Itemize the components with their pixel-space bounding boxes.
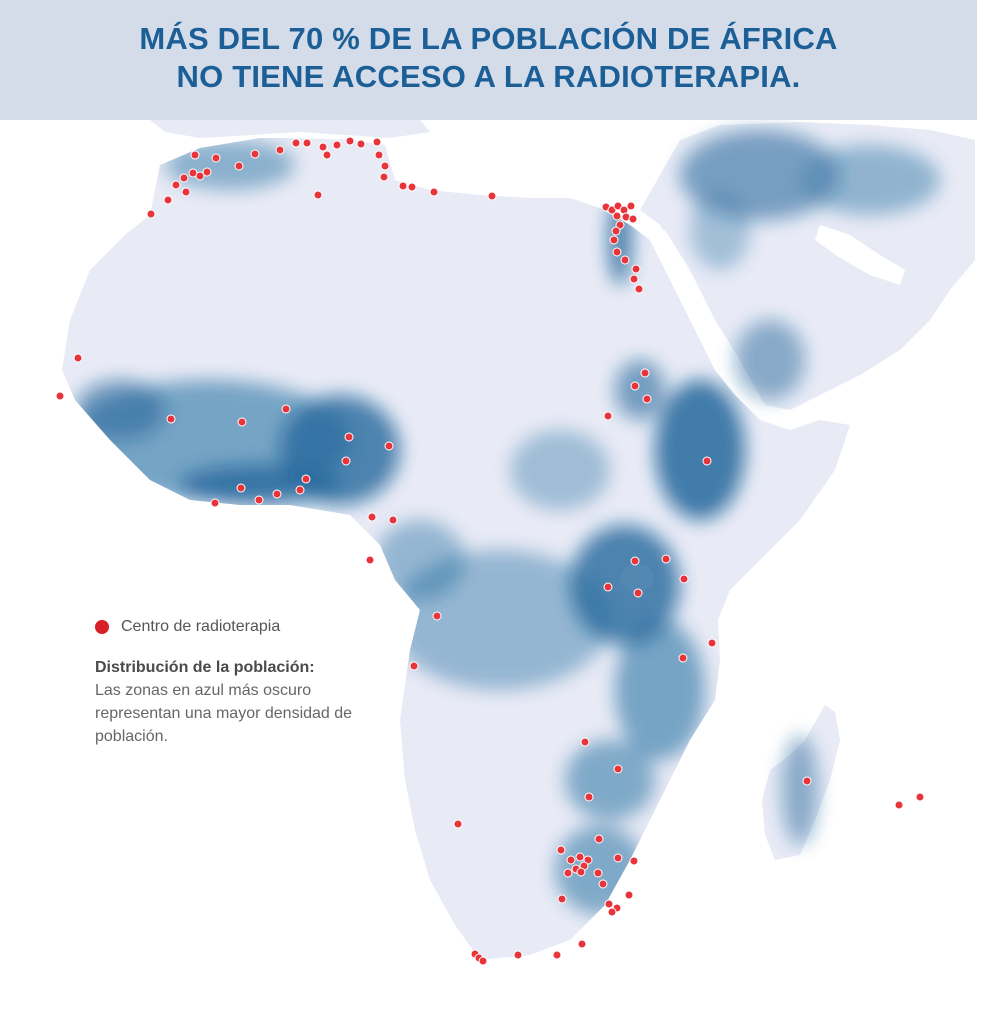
- radiotherapy-center-marker[interactable]: [599, 880, 607, 888]
- radiotherapy-center-marker[interactable]: [399, 182, 407, 190]
- radiotherapy-center-marker[interactable]: [708, 639, 716, 647]
- radiotherapy-center-marker[interactable]: [56, 392, 64, 400]
- radiotherapy-center-marker[interactable]: [916, 793, 924, 801]
- africa-population-map: [0, 120, 982, 1034]
- radiotherapy-center-marker[interactable]: [385, 442, 393, 450]
- radiotherapy-center-marker[interactable]: [375, 151, 383, 159]
- radiotherapy-center-marker[interactable]: [608, 908, 616, 916]
- page-title: [0, 0, 977, 96]
- radiotherapy-center-marker[interactable]: [319, 143, 327, 151]
- radiotherapy-center-marker[interactable]: [433, 612, 441, 620]
- radiotherapy-center-marker[interactable]: [380, 173, 388, 181]
- radiotherapy-center-marker[interactable]: [703, 457, 711, 465]
- radiotherapy-center-marker[interactable]: [610, 236, 618, 244]
- radiotherapy-center-marker[interactable]: [182, 188, 190, 196]
- radiotherapy-center-marker[interactable]: [576, 853, 584, 861]
- radiotherapy-center-marker[interactable]: [191, 151, 199, 159]
- europe-fragment-landmass: [150, 120, 430, 138]
- radiotherapy-center-marker[interactable]: [614, 854, 622, 862]
- radiotherapy-center-marker[interactable]: [180, 174, 188, 182]
- radiotherapy-center-marker[interactable]: [410, 662, 418, 670]
- legend-population-distribution: [95, 656, 375, 748]
- radiotherapy-center-marker[interactable]: [345, 433, 353, 441]
- radiotherapy-center-marker[interactable]: [895, 801, 903, 809]
- radiotherapy-center-marker[interactable]: [627, 202, 635, 210]
- radiotherapy-center-marker[interactable]: [613, 248, 621, 256]
- radiotherapy-center-marker[interactable]: [594, 869, 602, 877]
- radiotherapy-center-marker[interactable]: [514, 951, 522, 959]
- radiotherapy-center-marker[interactable]: [553, 951, 561, 959]
- radiotherapy-center-marker[interactable]: [296, 486, 304, 494]
- legend-marker-label: Centro de radioterapia: [121, 618, 281, 635]
- radiotherapy-center-marker[interactable]: [803, 777, 811, 785]
- radiotherapy-center-marker[interactable]: [630, 857, 638, 865]
- radiotherapy-center-marker[interactable]: [557, 846, 565, 854]
- radiotherapy-center-marker[interactable]: [430, 188, 438, 196]
- radiotherapy-center-marker[interactable]: [282, 405, 290, 413]
- radiotherapy-center-marker[interactable]: [273, 490, 281, 498]
- landmass-group: [62, 120, 975, 960]
- radiotherapy-center-marker[interactable]: [578, 940, 586, 948]
- radiotherapy-center-marker[interactable]: [211, 499, 219, 507]
- radiotherapy-center-marker[interactable]: [74, 354, 82, 362]
- radiotherapy-center-marker[interactable]: [302, 475, 310, 483]
- radiotherapy-center-marker[interactable]: [605, 900, 613, 908]
- radiotherapy-center-marker[interactable]: [635, 285, 643, 293]
- radiotherapy-center-marker[interactable]: [604, 412, 612, 420]
- radiotherapy-center-marker[interactable]: [238, 418, 246, 426]
- radiotherapy-center-marker[interactable]: [564, 869, 572, 877]
- radiotherapy-center-marker[interactable]: [680, 575, 688, 583]
- radiotherapy-center-marker[interactable]: [630, 275, 638, 283]
- legend-radiotherapy-center: [95, 618, 375, 636]
- radiotherapy-center-marker[interactable]: [679, 654, 687, 662]
- radiotherapy-center-marker[interactable]: [408, 183, 416, 191]
- title-line-1: MÁS DEL 70 % DE LA POBLACIÓN DE ÁFRICA: [139, 21, 838, 56]
- radiotherapy-center-marker[interactable]: [314, 191, 322, 199]
- radiotherapy-center-marker[interactable]: [381, 162, 389, 170]
- radiotherapy-center-marker[interactable]: [203, 168, 211, 176]
- radiotherapy-center-marker[interactable]: [585, 793, 593, 801]
- radiotherapy-center-marker[interactable]: [634, 589, 642, 597]
- radiotherapy-center-marker[interactable]: [357, 140, 365, 148]
- radiotherapy-center-marker[interactable]: [333, 141, 341, 149]
- radiotherapy-center-marker[interactable]: [454, 820, 462, 828]
- radiotherapy-center-marker[interactable]: [346, 137, 354, 145]
- radiotherapy-center-marker[interactable]: [614, 765, 622, 773]
- radiotherapy-center-marker[interactable]: [366, 556, 374, 564]
- radiotherapy-center-marker[interactable]: [389, 516, 397, 524]
- radiotherapy-center-marker[interactable]: [643, 395, 651, 403]
- radiotherapy-center-marker[interactable]: [373, 138, 381, 146]
- radiotherapy-center-marker[interactable]: [368, 513, 376, 521]
- radiotherapy-center-marker[interactable]: [237, 484, 245, 492]
- radiotherapy-center-marker[interactable]: [595, 835, 603, 843]
- radiotherapy-center-marker[interactable]: [167, 415, 175, 423]
- radiotherapy-center-marker[interactable]: [632, 265, 640, 273]
- radiotherapy-center-marker[interactable]: [613, 212, 621, 220]
- radiotherapy-center-marker[interactable]: [164, 196, 172, 204]
- radiotherapy-center-marker[interactable]: [212, 154, 220, 162]
- radiotherapy-center-marker[interactable]: [631, 382, 639, 390]
- map-legend: [95, 618, 375, 748]
- radiotherapy-center-marker[interactable]: [292, 139, 300, 147]
- radiotherapy-center-marker[interactable]: [276, 146, 284, 154]
- radiotherapy-center-marker[interactable]: [641, 369, 649, 377]
- red-dot-icon: [95, 620, 109, 634]
- radiotherapy-center-marker[interactable]: [255, 496, 263, 504]
- legend-population-description: Las zonas en azul más oscuro representan una mayor densidad de población.: [95, 682, 353, 745]
- radiotherapy-center-marker[interactable]: [488, 192, 496, 200]
- radiotherapy-center-marker[interactable]: [581, 738, 589, 746]
- radiotherapy-center-marker[interactable]: [662, 555, 670, 563]
- radiotherapy-center-marker[interactable]: [172, 181, 180, 189]
- radiotherapy-center-marker[interactable]: [631, 557, 639, 565]
- radiotherapy-center-marker[interactable]: [147, 210, 155, 218]
- radiotherapy-center-marker[interactable]: [604, 583, 612, 591]
- radiotherapy-center-marker[interactable]: [577, 868, 585, 876]
- radiotherapy-center-marker[interactable]: [235, 162, 243, 170]
- legend-population-title: Distribución de la población:: [95, 659, 315, 676]
- radiotherapy-center-marker[interactable]: [612, 227, 620, 235]
- radiotherapy-center-marker[interactable]: [567, 856, 575, 864]
- radiotherapy-center-marker[interactable]: [558, 895, 566, 903]
- radiotherapy-center-marker[interactable]: [625, 891, 633, 899]
- radiotherapy-center-marker[interactable]: [323, 151, 331, 159]
- radiotherapy-center-marker[interactable]: [629, 215, 637, 223]
- radiotherapy-center-marker[interactable]: [621, 256, 629, 264]
- radiotherapy-center-marker[interactable]: [303, 139, 311, 147]
- radiotherapy-center-marker[interactable]: [342, 457, 350, 465]
- title-line-2: NO TIENE ACCESO A LA RADIOTERAPIA.: [176, 59, 801, 94]
- radiotherapy-center-marker[interactable]: [251, 150, 259, 158]
- radiotherapy-center-marker[interactable]: [479, 957, 487, 965]
- header-banner: [0, 0, 977, 120]
